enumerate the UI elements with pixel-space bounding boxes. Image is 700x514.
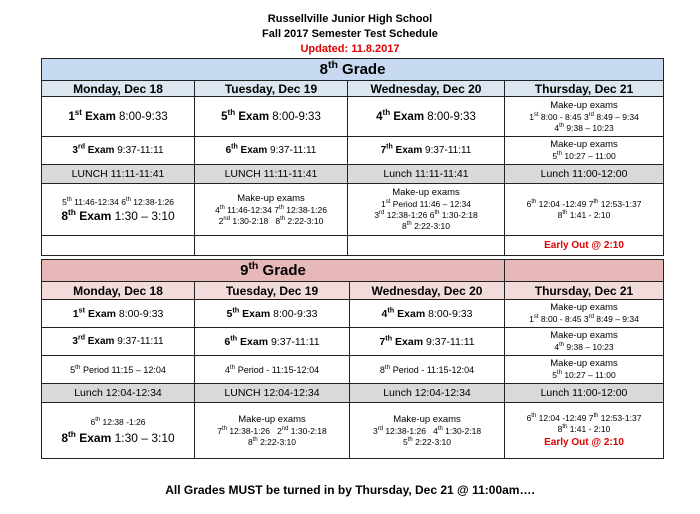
period-cell: 8th Period - 11:15-12:04 [350,356,505,384]
grade9-row4 [42,403,664,459]
grade8-early-row [42,236,664,256]
grade8-row1 [42,97,664,137]
school-name: Russellville Junior High School [267,13,433,25]
day-header: Monday, Dec 18 [42,81,195,97]
period-cell: 4th Period - 11:15-12:04 [195,356,350,384]
footer-note: All Grades MUST be turned in by Thursday, Dec 21 @ 11:00am…. [165,483,535,497]
empty-cell [42,236,195,256]
makeup-cell: Make-up exams 1st Period 11:46 – 12:34 3rd 12:38-1:26 6th 1:30-2:18 8th 2:22-3:10 [348,184,505,236]
grade9-table [41,259,664,459]
exam-cell: 1st Exam 8:00-9:33 [42,97,195,137]
grade9-row1 [42,300,664,328]
empty-cell [348,236,505,256]
empty-cell [195,236,348,256]
lunch-cell: LUNCH 11:11-11:41 [42,165,195,184]
grade9-lunch-row [42,384,664,403]
exam-cell: 1st Exam 8:00-9:33 [42,300,195,328]
day-header: Tuesday, Dec 19 [195,282,350,300]
grade8-row2 [42,137,664,165]
exam-cell: 7th Exam 9:37-11:11 [348,137,505,165]
exam-cell: 3rd Exam 9:37-11:11 [42,137,195,165]
lunch-cell: LUNCH 11:11-11:41 [195,165,348,184]
lunch-cell: LUNCH 12:04-12:34 [195,384,350,403]
exam-cell: 6th 12:38 -1:26 8th Exam 1:30 – 3:10 [42,403,195,459]
early-out-note: Early Out @ 2:10 [544,437,624,448]
period-cell: 5th Period 11:15 – 12:04 [42,356,195,384]
exam-cell: 6th Exam 9:37-11:11 [195,328,350,356]
lunch-cell: Lunch 12:04-12:34 [350,384,505,403]
exam-cell: 6th Exam 9:37-11:11 [195,137,348,165]
grade9-days-row [42,282,664,300]
early-out-note: Early Out @ 2:10 [505,236,664,256]
makeup-cell: Make-up exams 5th 10:27 – 11:00 [505,137,664,165]
makeup-cell: Make-up exams 4th 11:46-12:34 7th 12:38-1:26 2nd 1:30-2:18 8th 2:22-3:10 [195,184,348,236]
exam-cell: 3rd Exam 9:37-11:11 [42,328,195,356]
grade9-label: 9th Grade [42,260,505,282]
grade9-row2 [42,328,664,356]
lunch-cell: Lunch 11:00-12:00 [505,165,664,184]
day-header: Wednesday, Dec 20 [348,81,505,97]
exam-cell: 5th 11:46-12:34 6th 12:38-1:26 8th Exam 1:30 – 3:10 [42,184,195,236]
day-header: Wednesday, Dec 20 [350,282,505,300]
lunch-cell: Lunch 11:11-11:41 [348,165,505,184]
grade8-lunch-row [42,165,664,184]
lunch-cell: Lunch 11:00-12:00 [505,384,664,403]
makeup-cell: 6th 12:04 -12:49 7th 12:53-1:37 8th 1:41 - 2:10 Early Out @ 2:10 [505,403,664,459]
grade9-band-row [42,260,664,282]
exam-cell: 4th Exam 8:00-9:33 [350,300,505,328]
makeup-cell: Make-up exams 5th 10:27 – 11:00 [505,356,664,384]
day-header: Thursday, Dec 21 [505,282,664,300]
grade8-band-row [42,59,664,81]
exam-cell: 5th Exam 8:00-9:33 [195,300,350,328]
makeup-cell: Make-up exams 1st 8:00 - 8:45 3rd 8:49 – 9:34 4th 9:38 – 10:23 [505,97,664,137]
grade8-row3 [42,184,664,236]
empty-cell [505,260,664,282]
exam-cell: 4th Exam 8:00-9:33 [348,97,505,137]
exam-cell: 5th Exam 8:00-9:33 [195,97,348,137]
makeup-cell: Make-up exams 4th 9:38 – 10:23 [505,328,664,356]
updated-date: Updated: 11.8.2017 [300,43,400,55]
makeup-cell: Make-up exams 7th 12:38-1:26 2nd 1:30-2:18 8th 2:22-3:10 [195,403,350,459]
makeup-cell: 6th 12:04 -12:49 7th 12:53-1:37 8th 1:41 - 2:10 [505,184,664,236]
day-header: Monday, Dec 18 [42,282,195,300]
grade8-label: 8th Grade [42,59,664,81]
schedule-title: Fall 2017 Semester Test Schedule [262,28,438,40]
day-header: Tuesday, Dec 19 [195,81,348,97]
exam-cell: 7th Exam 9:37-11:11 [350,328,505,356]
grade8-days-row [42,81,664,97]
grade8-table [41,58,664,256]
grade9-row3 [42,356,664,384]
makeup-cell: Make-up exams 3rd 12:38-1:26 4th 1:30-2:18 5th 2:22-3:10 [350,403,505,459]
makeup-cell: Make-up exams 1st 8:00 - 8:45 3rd 8:49 – 9:34 [505,300,664,328]
day-header: Thursday, Dec 21 [505,81,664,97]
lunch-cell: Lunch 12:04-12:34 [42,384,195,403]
